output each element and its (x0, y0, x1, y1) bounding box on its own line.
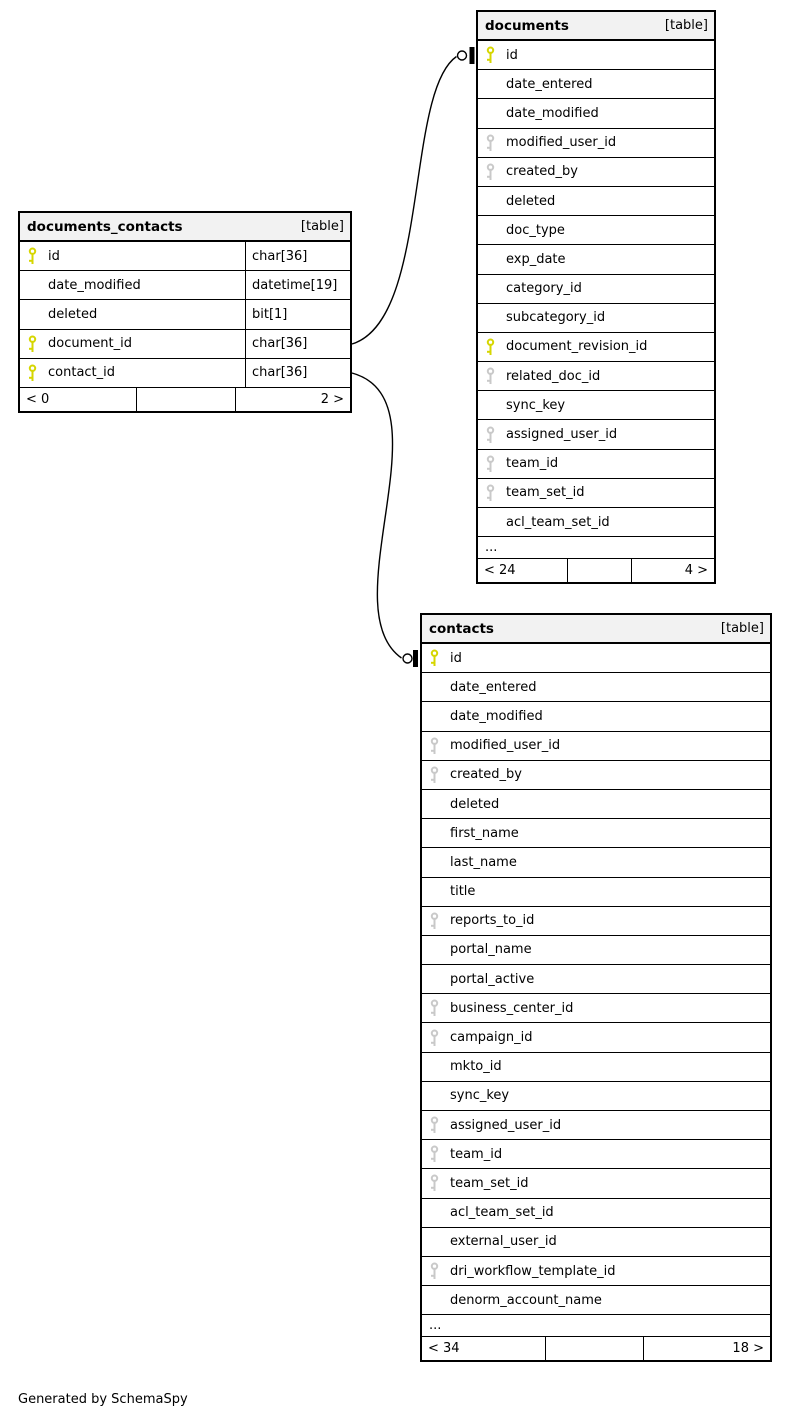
column-row-mkto_id (422, 1053, 770, 1082)
column-name: title (450, 884, 476, 900)
column-row-deleted (20, 300, 350, 329)
column-name: deleted (48, 306, 98, 322)
column-name: contact_id (48, 365, 116, 381)
column-row-document_revision_id (478, 333, 714, 362)
column-row-campaign_id (422, 1023, 770, 1052)
column-name: external_user_id (450, 1234, 557, 1250)
footer-parents-count: 4 > (684, 563, 708, 579)
column-name: date_modified (48, 277, 141, 293)
column-row-last_name (422, 848, 770, 877)
foreign-key-icon (422, 1029, 450, 1047)
foreign-key-icon (478, 426, 506, 444)
column-row-external_user_id (422, 1228, 770, 1257)
table-header-documents[interactable] (478, 12, 714, 41)
column-name: date_modified (450, 708, 543, 724)
foreign-key-icon (422, 1262, 450, 1280)
column-rows (20, 242, 350, 388)
column-name: created_by (450, 767, 522, 783)
primary-key-icon (20, 247, 48, 265)
column-row-assigned_user_id (422, 1111, 770, 1140)
table-contacts (420, 613, 772, 1362)
column-row-contact_id (20, 359, 350, 388)
column-row-date_modified (478, 99, 714, 128)
more-columns-indicator: ... (422, 1315, 770, 1337)
table-footer (422, 1337, 770, 1360)
column-row-id (478, 41, 714, 70)
cardinality-tee-contacts-end (413, 650, 418, 667)
cardinality-tee-documents-end (470, 47, 475, 64)
column-name: portal_name (450, 942, 532, 958)
column-name: team_id (506, 456, 559, 472)
footer-spacer-cell (568, 559, 632, 582)
column-row-date_modified (422, 702, 770, 731)
column-row-acl_team_set_id (422, 1199, 770, 1228)
column-name: reports_to_id (450, 913, 535, 929)
column-row-dri_workflow_template_id (422, 1257, 770, 1286)
more-columns-indicator: ... (478, 537, 714, 559)
column-row-subcategory_id (478, 304, 714, 333)
primary-key-icon (478, 338, 506, 356)
column-name: date_modified (506, 105, 599, 121)
column-type: char[36] (245, 330, 350, 358)
column-name: related_doc_id (506, 368, 601, 384)
column-row-denorm_account_name (422, 1286, 770, 1315)
foreign-key-icon (422, 999, 450, 1017)
relationship-line-documents-contacts-to-contacts (352, 373, 402, 658)
column-row-related_doc_id (478, 362, 714, 391)
cardinality-circle-contacts-end (403, 654, 412, 663)
column-name: assigned_user_id (450, 1117, 562, 1133)
foreign-key-icon (422, 1145, 450, 1163)
column-row-team_set_id (422, 1169, 770, 1198)
column-name: last_name (450, 854, 517, 870)
column-row-assigned_user_id (478, 420, 714, 449)
primary-key-icon (20, 364, 48, 382)
column-name: doc_type (506, 222, 565, 238)
column-row-modified_user_id (422, 732, 770, 761)
table-documents (476, 10, 716, 584)
column-row-modified_user_id (478, 129, 714, 158)
foreign-key-icon (478, 163, 506, 181)
footer-spacer-cell (137, 388, 236, 411)
column-name: acl_team_set_id (450, 1205, 554, 1221)
foreign-key-icon (478, 134, 506, 152)
table-footer (20, 388, 350, 411)
column-name: team_set_id (450, 1175, 529, 1191)
column-row-team_id (478, 450, 714, 479)
column-row-date_entered (422, 673, 770, 702)
column-rows (478, 41, 714, 559)
column-name: dri_workflow_template_id (450, 1263, 616, 1279)
footer-parents-count: 2 > (320, 391, 344, 407)
column-row-team_set_id (478, 479, 714, 508)
table-type-badge: [table] (664, 18, 708, 33)
column-row-date_modified (20, 271, 350, 300)
column-rows (422, 644, 770, 1337)
column-name: document_revision_id (506, 339, 648, 355)
column-type: datetime[19] (245, 271, 350, 299)
table-title: documents (485, 17, 569, 34)
primary-key-icon (20, 335, 48, 353)
column-type: char[36] (245, 359, 350, 387)
column-row-id (422, 644, 770, 673)
column-row-exp_date (478, 245, 714, 274)
footer-children-count: < 34 (422, 1337, 546, 1360)
cardinality-circle-documents-end (458, 51, 467, 60)
column-name: subcategory_id (506, 310, 606, 326)
column-name: sync_key (450, 1088, 510, 1104)
column-row-date_entered (478, 70, 714, 99)
column-name: modified_user_id (450, 738, 561, 754)
column-name: team_id (450, 1146, 503, 1162)
column-row-deleted (422, 790, 770, 819)
column-row-created_by (478, 158, 714, 187)
column-name: id (48, 248, 60, 264)
column-row-category_id (478, 275, 714, 304)
column-row-sync_key (422, 1082, 770, 1111)
column-type: char[36] (245, 242, 350, 270)
footer-parents-count: 18 > (732, 1341, 764, 1357)
column-row-deleted (478, 187, 714, 216)
column-row-sync_key (478, 391, 714, 420)
column-name: sync_key (506, 397, 566, 413)
column-row-portal_name (422, 936, 770, 965)
table-type-badge: [table] (720, 621, 764, 636)
table-type-badge: [table] (300, 219, 344, 234)
column-name: category_id (506, 281, 582, 297)
column-name: created_by (506, 164, 578, 180)
column-row-acl_team_set_id (478, 508, 714, 537)
column-row-document_id (20, 330, 350, 359)
generator-note: Generated by SchemaSpy (18, 1392, 188, 1407)
column-type: bit[1] (245, 300, 350, 328)
foreign-key-icon (478, 455, 506, 473)
column-name: team_set_id (506, 485, 585, 501)
column-name: assigned_user_id (506, 427, 618, 443)
table-header-documents-contacts[interactable] (20, 213, 350, 242)
column-name: acl_team_set_id (506, 514, 610, 530)
column-name: date_entered (450, 679, 537, 695)
footer-children-count: < 0 (20, 388, 137, 411)
column-row-first_name (422, 819, 770, 848)
table-documents-contacts (18, 211, 352, 413)
column-row-id (20, 242, 350, 271)
column-name: id (450, 650, 462, 666)
column-name: document_id (48, 336, 132, 352)
column-name: business_center_id (450, 1000, 574, 1016)
relationship-line-documents-contacts-to-documents (352, 57, 457, 345)
column-row-business_center_id (422, 994, 770, 1023)
foreign-key-icon (422, 912, 450, 930)
column-name: portal_active (450, 971, 535, 987)
column-name: denorm_account_name (450, 1292, 602, 1308)
column-row-created_by (422, 761, 770, 790)
footer-spacer-cell (546, 1337, 644, 1360)
foreign-key-icon (478, 367, 506, 385)
foreign-key-icon (422, 1174, 450, 1192)
table-footer (478, 559, 714, 582)
primary-key-icon (478, 46, 506, 64)
column-name: campaign_id (450, 1030, 533, 1046)
column-name: deleted (450, 796, 500, 812)
column-name: exp_date (506, 251, 566, 267)
foreign-key-icon (422, 737, 450, 755)
table-title: documents_contacts (27, 218, 183, 235)
column-name: deleted (506, 193, 556, 209)
table-title: contacts (429, 620, 494, 637)
footer-children-count: < 24 (478, 559, 568, 582)
table-header-contacts[interactable] (422, 615, 770, 644)
column-name: date_entered (506, 76, 593, 92)
column-row-team_id (422, 1140, 770, 1169)
column-row-title (422, 878, 770, 907)
foreign-key-icon (422, 1116, 450, 1134)
primary-key-icon (422, 649, 450, 667)
foreign-key-icon (422, 766, 450, 784)
column-row-reports_to_id (422, 907, 770, 936)
column-row-doc_type (478, 216, 714, 245)
column-name: modified_user_id (506, 135, 617, 151)
foreign-key-icon (478, 484, 506, 502)
column-row-portal_active (422, 965, 770, 994)
column-name: mkto_id (450, 1059, 502, 1075)
column-name: id (506, 47, 518, 63)
column-name: first_name (450, 825, 519, 841)
